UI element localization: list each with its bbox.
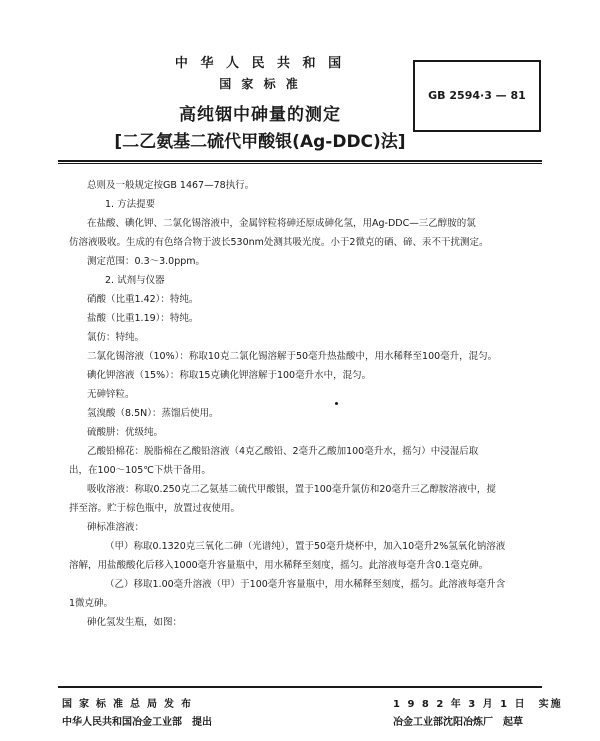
standard-number: GB 2594·3 — 81: [428, 89, 526, 102]
standard-number-box: [413, 60, 541, 132]
document-title: 高纯铟中砷量的测定: [179, 105, 341, 125]
section-heading: 2. 试剂与仪器: [105, 275, 165, 286]
issuer: 国家标准总局发布: [62, 699, 198, 710]
body-line: 砷化氢发生瓶，如图：: [87, 617, 183, 628]
header-divider: [58, 160, 542, 162]
body-line: 硝酸（比重1.42）：特纯。: [87, 294, 199, 305]
body-line: 无砷锌粒。: [87, 389, 135, 400]
body-line: 砷标准溶液：: [87, 522, 145, 533]
body-line: 吸收溶液：称取0.250克二乙氨基二硫代甲酸银，置于100毫升氯仿和20毫升三乙醇胺溶液中，搅: [87, 484, 496, 495]
body-line: 总则及一般规定按GB 1467—78执行。: [87, 180, 255, 191]
proposer: 中华人民共和国冶金工业部 提出: [62, 717, 212, 728]
speck: [335, 402, 338, 405]
body-line: 出，在100～105℃下烘干备用。: [69, 465, 211, 476]
body-line: 硫酸肼：优级纯。: [87, 427, 164, 438]
body-line: 氯仿：特纯。: [87, 332, 145, 343]
body-line: 碘化钾溶液（15%）：称取15克碘化钾溶解于100毫升水中，混匀。: [87, 370, 372, 381]
country-header: 中 华 人 民 共 和 国: [174, 56, 346, 71]
implementation-date: 1 9 8 2 年 3 月 1 日 实施: [393, 699, 563, 710]
section-heading: 1. 方法提要: [105, 199, 156, 210]
footer-divider: [58, 686, 542, 688]
body-line: 溶解，用盐酸酸化后移入1000毫升容量瓶中，用水稀释至刻度，摇匀。此溶液每毫升含0.1毫克砷。: [69, 560, 489, 571]
body-line: 拌至溶。贮于棕色瓶中，放置过夜使用。: [69, 503, 241, 514]
body-line: 测定范围：0.3～3.0ppm。: [87, 256, 206, 267]
body-line: （乙）移取1.00毫升溶液（甲）于100毫升容量瓶中，用水稀释至刻度，摇匀。此溶液每毫升含: [105, 579, 506, 590]
body-line: （甲）称取0.1320克三氧化二砷（光谱纯），置于50毫升烧杯中，加入10毫升2%氢氧化钠溶液: [105, 541, 506, 552]
document-subtitle: [二乙氨基二硫代甲酸银(Ag-DDC)法]: [114, 132, 406, 152]
body-line: 二氯化锡溶液（10%）：称取10克二氯化锡溶解于50毫升热盐酸中，用水稀释至100毫升，混匀。: [87, 351, 498, 362]
body-line: 仿溶液吸收。生成的有色络合物于波长530nm处测其吸光度。小于2微克的硒、碲、汞不干扰测定。: [69, 237, 489, 248]
body-line: 氢溴酸（8.5N）：蒸馏后使用。: [87, 408, 219, 419]
body-line: 在盐酸、碘化钾、二氯化锡溶液中，金属锌粒将砷还原成砷化氢，用Ag-DDC—三乙醇胺的氯: [87, 218, 476, 229]
national-standard-label: 国 家 标 准: [219, 77, 301, 91]
drafter: 冶金工业部沈阳冶炼厂 起草: [393, 717, 523, 728]
header-divider-thin: [58, 163, 542, 164]
document-body: [69, 176, 547, 632]
body-line: 盐酸（比重1.19）：特纯。: [87, 313, 199, 324]
body-line: 1微克砷。: [69, 598, 114, 609]
body-line: 乙酸铅棉花：脱脂棉在乙酸铅溶液（4克乙酸铅、2毫升乙酸加100毫升水，摇匀）中浸湿后取: [87, 446, 479, 457]
